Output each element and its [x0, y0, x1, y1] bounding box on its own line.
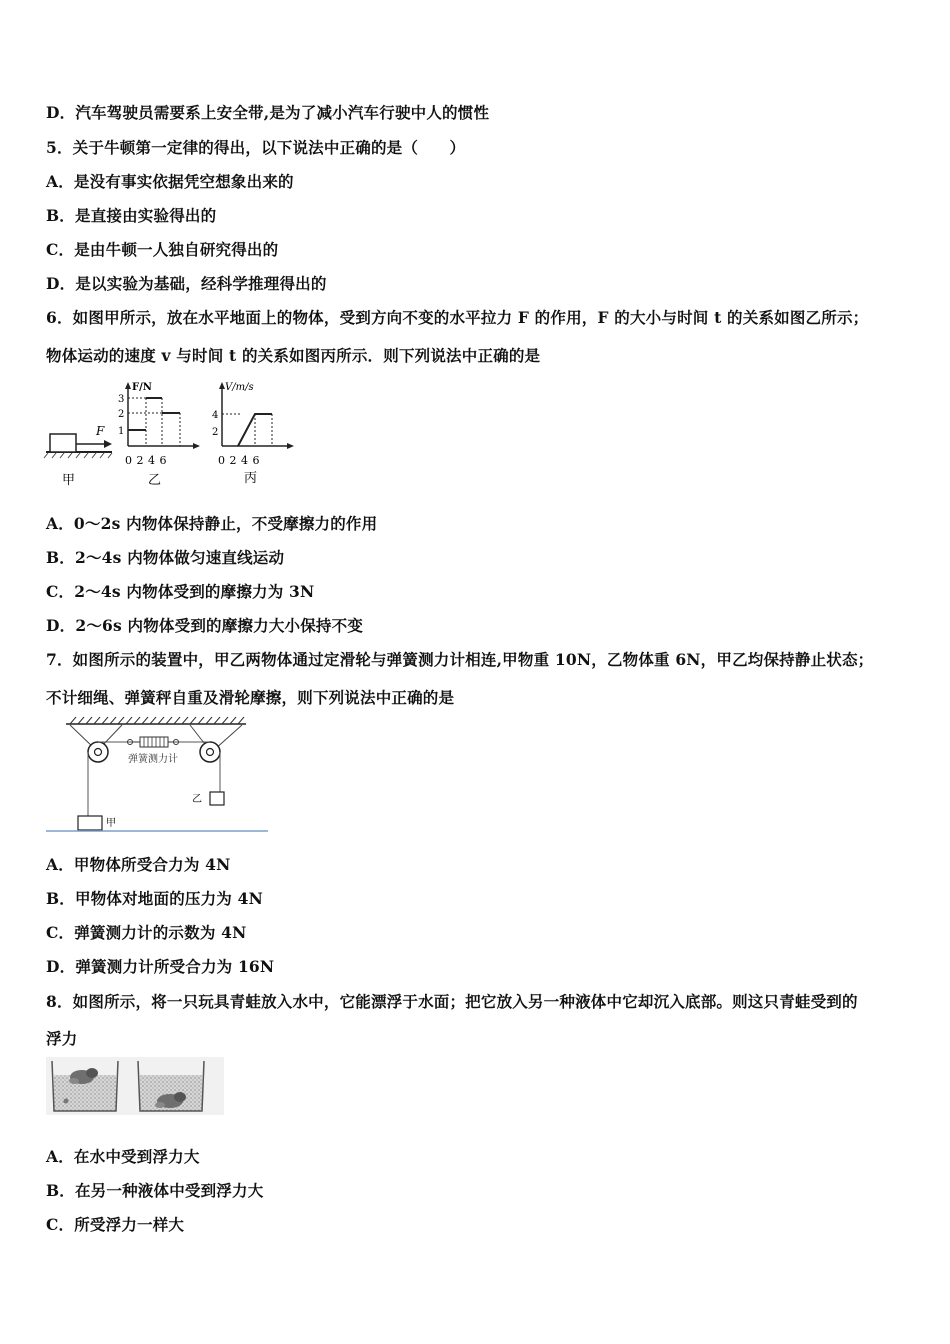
q6-figure-bing: [212, 382, 294, 486]
q7-label-jia: 甲: [106, 818, 116, 829]
q5-option-d: D．是以实验为基础，经科学推理得出的: [46, 274, 327, 293]
q8-stem-line2: 浮力: [46, 1029, 78, 1048]
q6-stem-line2: 物体运动的速度 v 与时间 t 的关系如图丙所示．则下列说法中正确的是: [46, 346, 541, 365]
q8-option-c: C．所受浮力一样大: [46, 1215, 185, 1234]
q6-f-axis-label: F/N: [132, 382, 152, 393]
q6-stem-line1: 6．如图甲所示，放在水平地面上的物体，受到方向不变的水平拉力 F 的作用，F 的大小与时间 t 的关系如图乙所示；: [46, 308, 869, 327]
q7-option-c: C．弹簧测力计的示数为 4N: [46, 923, 247, 942]
q8-option-b: B．在另一种液体中受到浮力大: [46, 1181, 264, 1200]
q6-label-yi: 乙: [148, 473, 162, 488]
q6-v-axis-label: V/m/s: [225, 382, 254, 393]
q6-f-tick-3: 3: [118, 394, 125, 405]
q6-label-jia: 甲: [62, 473, 76, 488]
q6-option-d: D．2～6s 内物体受到的摩擦力大小保持不变: [46, 616, 364, 635]
q7-figure: [44, 714, 270, 836]
q7-option-b: B．甲物体对地面的压力为 4N: [46, 889, 263, 908]
q6-force-label: F: [96, 424, 105, 438]
q6-f-tick-1: 1: [118, 426, 125, 437]
q5-option-c: C．是由牛顿一人独自研究得出的: [46, 240, 279, 259]
q4-option-d: D．汽车驾驶员需要系上安全带,是为了减小汽车行驶中人的惯性: [46, 103, 490, 122]
q6-t-ticks-bing: 0 2 4 6: [218, 454, 260, 467]
q7-option-a: A．甲物体所受合力为 4N: [46, 855, 231, 874]
q8-option-a: A．在水中受到浮力大: [46, 1147, 200, 1166]
q6-label-bing: 丙: [244, 471, 258, 486]
q6-t-ticks-yi: 0 2 4 6: [125, 454, 167, 467]
q7-stem-line1: 7．如图所示的装置中，甲乙两物体通过定滑轮与弹簧测力计相连,甲物重 10N，乙物体重 6N，甲乙均保持静止状态；: [46, 650, 874, 669]
q6-v-tick-4: 4: [212, 410, 219, 421]
q5-option-b: B．是直接由实验得出的: [46, 206, 217, 225]
q6-option-b: B．2～4s 内物体做匀速直线运动: [46, 548, 285, 567]
q6-option-c: C．2～4s 内物体受到的摩擦力为 3N: [46, 582, 315, 601]
q8-figure: [46, 1057, 224, 1115]
q7-option-d: D．弹簧测力计所受合力为 16N: [46, 957, 275, 976]
q7-spring-label: 弹簧测力计: [128, 754, 178, 765]
q6-option-a: A．0～2s 内物体保持静止，不受摩擦力的作用: [46, 514, 378, 533]
q5-option-a: A．是没有事实依据凭空想象出来的: [46, 172, 294, 191]
q6-v-tick-2: 2: [212, 427, 219, 438]
q8-stem-line1: 8．如图所示，将一只玩具青蛙放入水中，它能漂浮于水面；把它放入另一种液体中它却沉入底部。则这只青蛙受到的: [46, 992, 858, 1011]
q6-figure-jia: [44, 424, 112, 488]
q7-stem-line2: 不计细绳、弹簧秤自重及滑轮摩擦，则下列说法中正确的是: [46, 688, 455, 707]
q6-figure-yi: [118, 382, 200, 488]
q5-stem: 5．关于牛顿第一定律的得出，以下说法中正确的是（ ）: [46, 138, 466, 157]
q7-label-yi: 乙: [192, 794, 202, 805]
q6-figure: [40, 378, 300, 493]
q6-f-tick-2: 2: [118, 409, 125, 420]
